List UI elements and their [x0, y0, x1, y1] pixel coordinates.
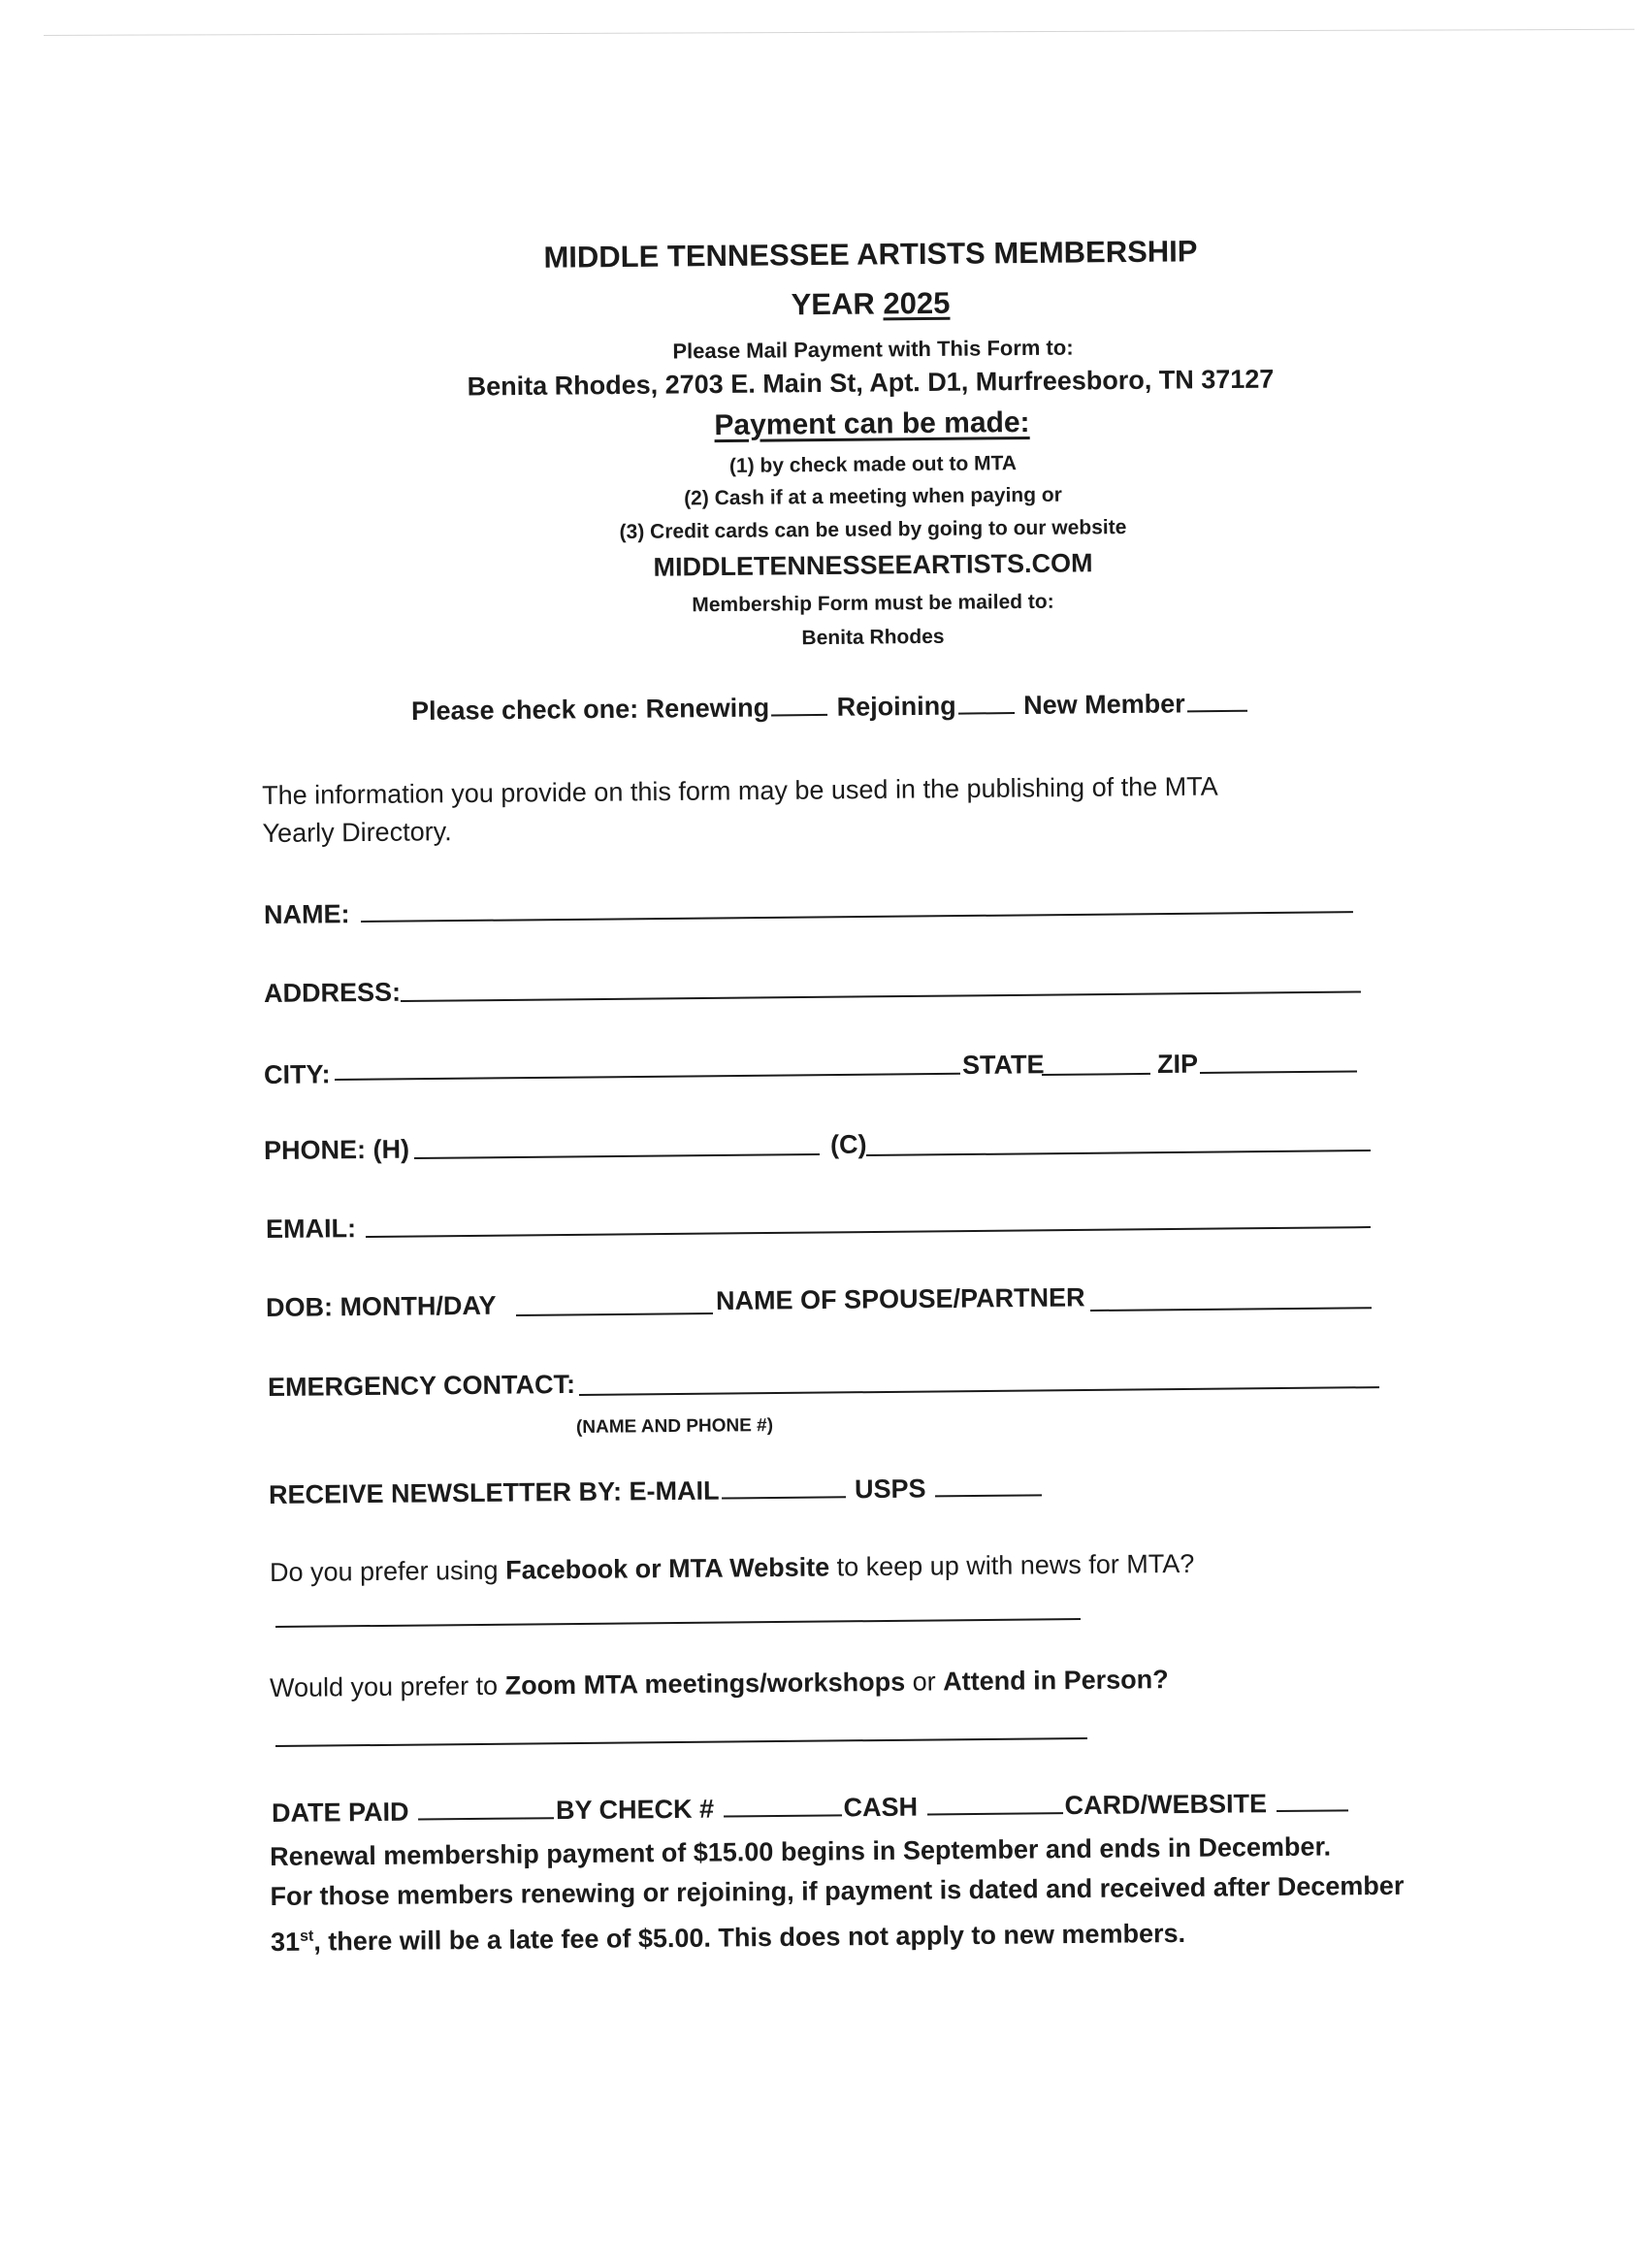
- form-mailed-name: Benita Rhodes: [801, 625, 945, 650]
- dob-field[interactable]: [516, 1312, 713, 1316]
- check-one-row: [411, 689, 1249, 727]
- email-field[interactable]: [366, 1226, 1371, 1238]
- name-label: NAME:: [263, 899, 350, 929]
- city-label: CITY:: [263, 1059, 331, 1089]
- option-new-member-label: New Member: [1023, 689, 1185, 720]
- by-check-label: BY CHECK #: [555, 1794, 715, 1826]
- rejoining-blank[interactable]: [958, 691, 1015, 715]
- fee-notice-day: 31: [270, 1927, 301, 1957]
- zip-field[interactable]: [1200, 1070, 1357, 1074]
- scan-edge-line: [44, 29, 1634, 36]
- emergency-note: (NAME AND PHONE #): [575, 1415, 774, 1438]
- name-field[interactable]: [361, 911, 1353, 923]
- facebook-answer-field[interactable]: [275, 1618, 1081, 1628]
- phone-home-field[interactable]: [414, 1153, 820, 1159]
- card-website-label: CARD/WEBSITE: [1064, 1789, 1268, 1821]
- cash-blank[interactable]: [926, 1791, 1062, 1815]
- renewing-blank[interactable]: [771, 693, 827, 717]
- question-facebook-bold: Facebook or MTA Website: [504, 1552, 830, 1585]
- state-label: STATE: [961, 1050, 1045, 1080]
- fee-notice-line1: Renewal membership payment of $15.00 begins in September and ends in December.: [270, 1831, 1332, 1871]
- spouse-field[interactable]: [1090, 1307, 1372, 1312]
- payment-option-card: (3) Credit cards can be used by going to our website: [619, 516, 1127, 544]
- check-number-blank[interactable]: [723, 1793, 841, 1817]
- newsletter-email-blank[interactable]: [721, 1474, 845, 1499]
- question-zoom-mid: or: [904, 1667, 944, 1697]
- year-value: 2025: [883, 285, 951, 321]
- dob-label: DOB: MONTH/DAY: [265, 1290, 497, 1322]
- email-label: EMAIL:: [265, 1214, 357, 1244]
- info-notice-line1: The information you provide on this form may be used in the publishing of the MTA: [262, 771, 1218, 810]
- card-website-blank[interactable]: [1276, 1788, 1347, 1812]
- zoom-answer-field[interactable]: [275, 1737, 1087, 1747]
- fee-notice: [270, 1827, 1405, 1962]
- emergency-field[interactable]: [579, 1386, 1379, 1396]
- mail-instruction: Please Mail Payment with This Form to:: [672, 335, 1074, 364]
- question-zoom: [270, 1665, 1169, 1703]
- question-facebook-text: Do you prefer using: [269, 1555, 506, 1587]
- check-one-label: Please check one:: [410, 694, 639, 726]
- question-facebook: [270, 1549, 1195, 1588]
- newsletter-usps-blank[interactable]: [935, 1473, 1042, 1497]
- fee-notice-line2: For those members renewing or rejoining, if payment is dated and received after December: [270, 1870, 1405, 1911]
- payment-row: [272, 1788, 1350, 1829]
- state-field[interactable]: [1042, 1073, 1150, 1076]
- option-renewing-label: Renewing: [645, 693, 770, 724]
- form-title: MIDDLE TENNESSEE ARTISTS MEMBERSHIP: [543, 234, 1198, 275]
- question-zoom-text: Would you prefer to: [269, 1670, 505, 1702]
- phone-home-label: PHONE: (H): [263, 1134, 410, 1165]
- form-mailed-to: Membership Form must be mailed to:: [692, 590, 1054, 617]
- form-year: [0, 279, 1649, 330]
- emergency-label: EMERGENCY CONTACT:: [267, 1369, 576, 1402]
- payment-heading: Payment can be made:: [714, 405, 1030, 442]
- newsletter-row: [269, 1473, 1044, 1510]
- info-notice: [262, 768, 1218, 853]
- phone-cell-field[interactable]: [866, 1150, 1371, 1156]
- year-label: YEAR: [791, 286, 884, 322]
- fee-notice-ordinal: st: [299, 1928, 314, 1945]
- mail-address: Benita Rhodes, 2703 E. Main St, Apt. D1, Murfreesboro, TN 37127: [467, 364, 1275, 402]
- zip-label: ZIP: [1156, 1049, 1199, 1079]
- date-paid-blank[interactable]: [418, 1796, 554, 1820]
- date-paid-label: DATE PAID: [271, 1797, 409, 1828]
- fee-notice-line3: [271, 1906, 1405, 1962]
- phone-cell-label: (C): [829, 1129, 867, 1159]
- option-rejoining-label: Rejoining: [836, 691, 956, 722]
- payment-option-cash: (2) Cash if at a meeting when paying or: [684, 483, 1062, 510]
- address-field[interactable]: [401, 990, 1361, 1002]
- fee-notice-tail: , there will be a late fee of $5.00. This does not apply to new members.: [313, 1918, 1186, 1957]
- newsletter-usps-label: USPS: [854, 1474, 926, 1505]
- payment-option-check: (1) by check made out to MTA: [728, 452, 1018, 477]
- question-zoom-bold: Zoom MTA meetings/workshops: [504, 1667, 906, 1701]
- newsletter-label: RECEIVE NEWSLETTER BY:: [268, 1476, 623, 1509]
- question-zoom-bold2: Attend in Person?: [943, 1665, 1169, 1697]
- website-url: MIDDLETENNESSEEARTISTS.COM: [653, 548, 1093, 582]
- city-field[interactable]: [335, 1073, 960, 1081]
- newsletter-email-label: E-MAIL: [629, 1475, 720, 1507]
- spouse-label: NAME OF SPOUSE/PARTNER: [715, 1282, 1085, 1315]
- cash-label: CASH: [843, 1792, 919, 1823]
- new-member-blank[interactable]: [1187, 689, 1247, 713]
- address-label: ADDRESS:: [263, 977, 402, 1008]
- question-facebook-tail: to keep up with news for MTA?: [829, 1548, 1195, 1582]
- info-notice-line2: Yearly Directory.: [262, 817, 452, 848]
